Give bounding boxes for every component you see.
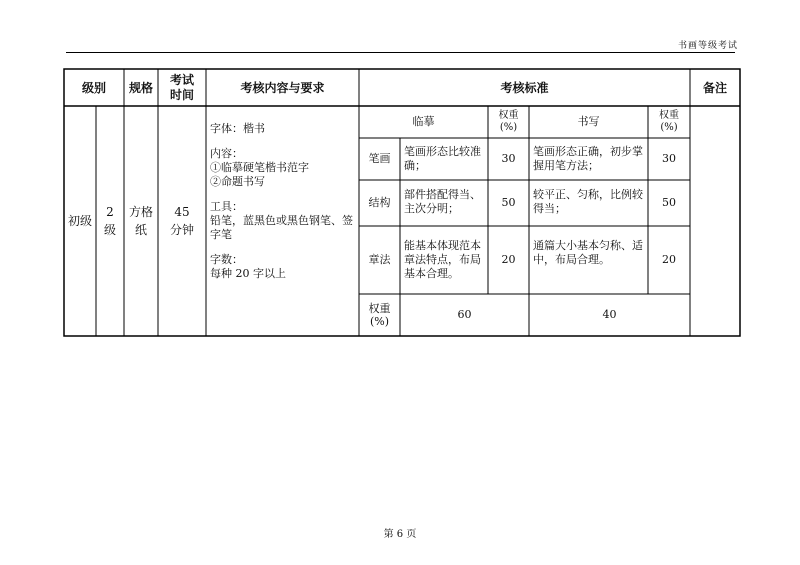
row-stroke-item: 笔画: [368, 152, 391, 165]
row-structure-weight-2: 50: [662, 196, 676, 209]
row-layout-weight-1: 20: [501, 253, 516, 266]
paper-cell: 方格 纸: [128, 205, 153, 237]
row-stroke-weight-1: 30: [501, 152, 516, 165]
row-stroke-copy: 笔画形态比较准确；: [404, 145, 481, 172]
subheader-weight-2: 权重 (%): [659, 110, 679, 133]
req-tools-title: 工具：: [210, 200, 243, 213]
level-cell: 初级: [67, 214, 92, 228]
header-content: 考核内容与要求: [240, 80, 325, 95]
req-content-title: 内容：: [210, 147, 243, 160]
row-layout-weight-2: 20: [662, 253, 676, 266]
req-font: 字体：楷书: [210, 122, 265, 135]
row-structure-write: 较平正、匀称，比例较得当；: [533, 188, 643, 215]
header-standard: 考核标准: [500, 80, 549, 95]
row-layout-write: 通篇大小基本匀称、适中，布局合理。: [533, 239, 643, 266]
weight-row-copy: 60: [457, 308, 472, 321]
requirements-cell: [210, 122, 356, 281]
row-structure-item: 结构: [368, 196, 391, 209]
req-count: 每种 20 字以上: [210, 267, 286, 280]
duration-cell: 45 分钟: [169, 205, 194, 237]
subheader-write: 书写: [577, 115, 600, 128]
subheader-weight-1: 权重 (%): [498, 110, 519, 133]
row-layout-item: 章法: [368, 253, 391, 266]
header-spec: 规格: [128, 80, 153, 95]
page-number: 第 6 页: [383, 529, 417, 540]
req-count-title: 字数：: [210, 253, 243, 266]
req-content-2: ②命题书写: [210, 175, 265, 188]
header-time: 考试 时间: [169, 72, 194, 102]
row-structure-weight-1: 50: [501, 196, 516, 209]
req-tools: 铅笔，蓝黑色或黑色钢笔、签字笔: [210, 214, 353, 241]
weight-row-write: 40: [602, 308, 617, 321]
row-layout-copy: 能基本体现范本章法特点，布局基本合理。: [404, 239, 481, 280]
row-structure-copy: 部件搭配得当、主次分明；: [404, 188, 481, 215]
page-header-text: 书画等级考试: [677, 41, 738, 51]
header-level: 级别: [81, 80, 106, 95]
subheader-copy: 临摹: [412, 115, 435, 128]
req-content-1: ①临摹硬笔楷书范字: [210, 161, 309, 174]
row-stroke-weight-2: 30: [662, 152, 676, 165]
grade-cell: 2 级: [103, 205, 116, 237]
header-note: 备注: [702, 80, 727, 95]
weight-row-label: 权重 (%): [368, 302, 391, 328]
row-stroke-write: 笔画形态正确，初步掌握用笔方法；: [533, 145, 643, 172]
